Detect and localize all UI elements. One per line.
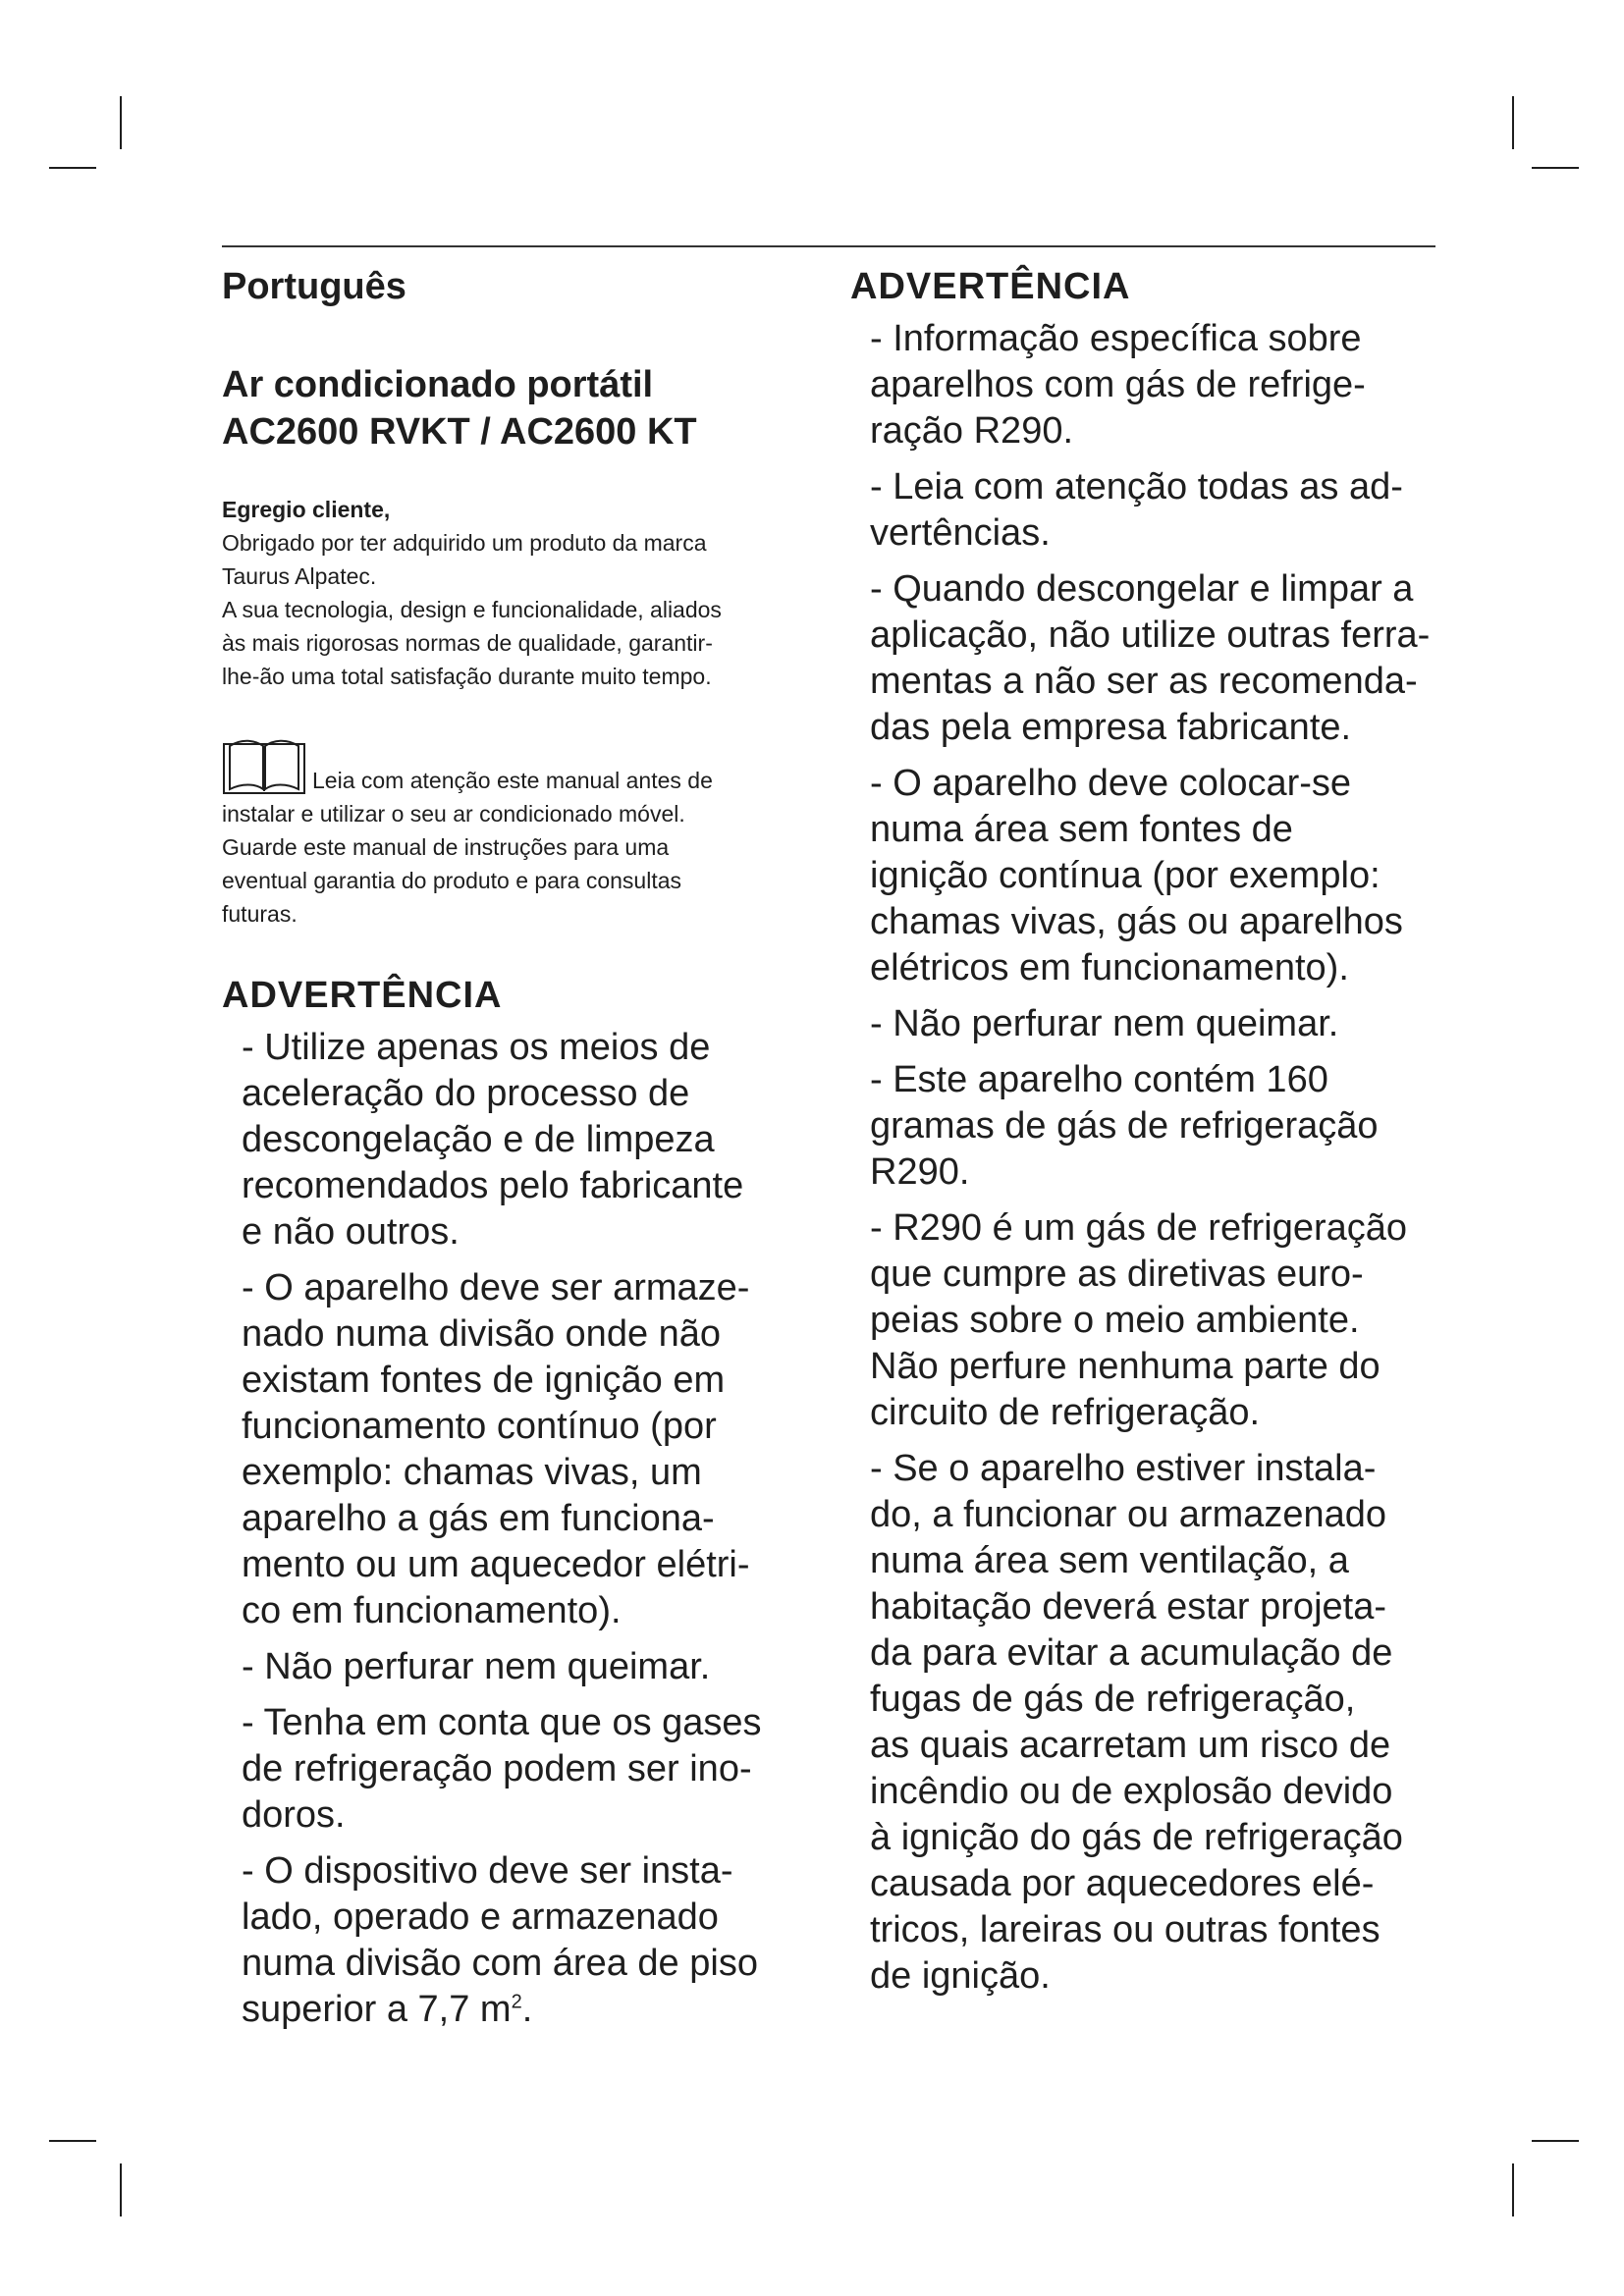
list-item: - R290 é um gás de refrigeração que cumpre as diretivas euro- peias sobre o meio ambiente. Não perfure nenhuma parte do circuito de refrigeração.	[870, 1207, 1408, 1433]
book-icon	[222, 734, 306, 797]
left-column	[222, 257, 831, 2043]
list-item-end: .	[521, 1989, 533, 2030]
warning-title-right: ADVERTÊNCIA	[850, 266, 1131, 307]
intro-text	[222, 526, 831, 693]
crop-mark-top-right-horizontal	[1532, 167, 1579, 169]
list-item: - Não perfurar nem queimar.	[242, 1646, 711, 1687]
list-item: - Este aparelho contém 160 gramas de gás de refrigeração R290.	[870, 1059, 1379, 1193]
list-item: - O aparelho deve ser armaze- nado numa divisão onde não existam fontes de ignição em funcionamento contínuo (por exemplo: chamas vivas, um aparelho a gás em funciona- mento ou um aquecedor elétri- co em funcionamento).	[242, 1267, 750, 1631]
greeting: Egregio cliente,	[222, 497, 391, 522]
list-item	[242, 1848, 831, 2033]
warning-list-right	[870, 316, 1459, 2000]
right-column	[850, 257, 1459, 2009]
language-heading: Português	[222, 266, 406, 307]
list-item-text: - O dispositivo deve ser insta- lado, operado e armazenado numa divisão com área de piso superior a 7,7 m	[242, 1850, 758, 2030]
crop-mark-top-left-vertical	[120, 96, 122, 149]
manual-note-line1: Leia com atenção este manual antes de	[312, 768, 713, 793]
intro-paragraph: Obrigado por ter adquirido um produto da marca Taurus Alpatec.	[222, 530, 707, 589]
list-item: - Informação específica sobre aparelhos com gás de refrige- ração R290.	[870, 318, 1366, 452]
warning-list-left	[242, 1025, 831, 2033]
list-item: - O aparelho deve colocar-se numa área sem fontes de ignição contínua (por exemplo: chamas vivas, gás ou aparelhos elétricos em funcionamento).	[870, 763, 1403, 988]
superscript: 2	[511, 1991, 522, 2013]
crop-mark-top-right-vertical	[1512, 96, 1514, 149]
list-item: - Não perfurar nem queimar.	[870, 1003, 1339, 1044]
list-item: - Utilize apenas os meios de aceleração do processo de descongelação e de limpeza recomendados pelo fabricante e não outros.	[242, 1027, 744, 1253]
manual-note-text: instalar e utilizar o seu ar condicionado móvel. Guarde este manual de instruções para uma eventual garantia do produto e para consultas futuras.	[222, 801, 685, 927]
product-title-line2: AC2600 RVKT / AC2600 KT	[222, 411, 697, 453]
crop-mark-top-left-horizontal	[49, 167, 96, 169]
intro-paragraph: A sua tecnologia, design e funcionalidade, aliados às mais rigorosas normas de qualidade, garantir- lhe-ão uma total satisfação durante muito tempo.	[222, 597, 722, 689]
crop-mark-bottom-left-horizontal	[49, 2140, 96, 2142]
crop-mark-bottom-right-vertical	[1512, 2163, 1514, 2216]
list-item: - Leia com atenção todas as ad- vertências.	[870, 466, 1403, 554]
list-item: - Quando descongelar e limpar a aplicação, não utilize outras ferra- mentas a não ser as recomenda- das pela empresa fabricante.	[870, 568, 1431, 748]
list-item: - Se o aparelho estiver instala- do, a funcionar ou armazenado numa área sem ventilação, a habitação deverá estar projeta- da para evitar a acumulação de fugas de gás de refrigeração, as quais acarretam um risco de incêndio ou de explosão devido à ignição do gás de refrigeração causada por aquecedores elé- tricos, lareiras ou outras fontes de ignição.	[870, 1448, 1403, 1997]
list-item: - Tenha em conta que os gases de refrigeração podem ser ino- doros.	[242, 1702, 762, 1836]
product-title	[222, 361, 831, 455]
manual-note	[222, 734, 831, 931]
warning-title-left: ADVERTÊNCIA	[222, 975, 503, 1016]
crop-mark-bottom-left-vertical	[120, 2163, 122, 2216]
manual-note-first-line	[222, 734, 831, 797]
crop-mark-bottom-right-horizontal	[1532, 2140, 1579, 2142]
product-title-line1: Ar condicionado portátil	[222, 364, 654, 405]
header-rule	[222, 245, 1435, 247]
